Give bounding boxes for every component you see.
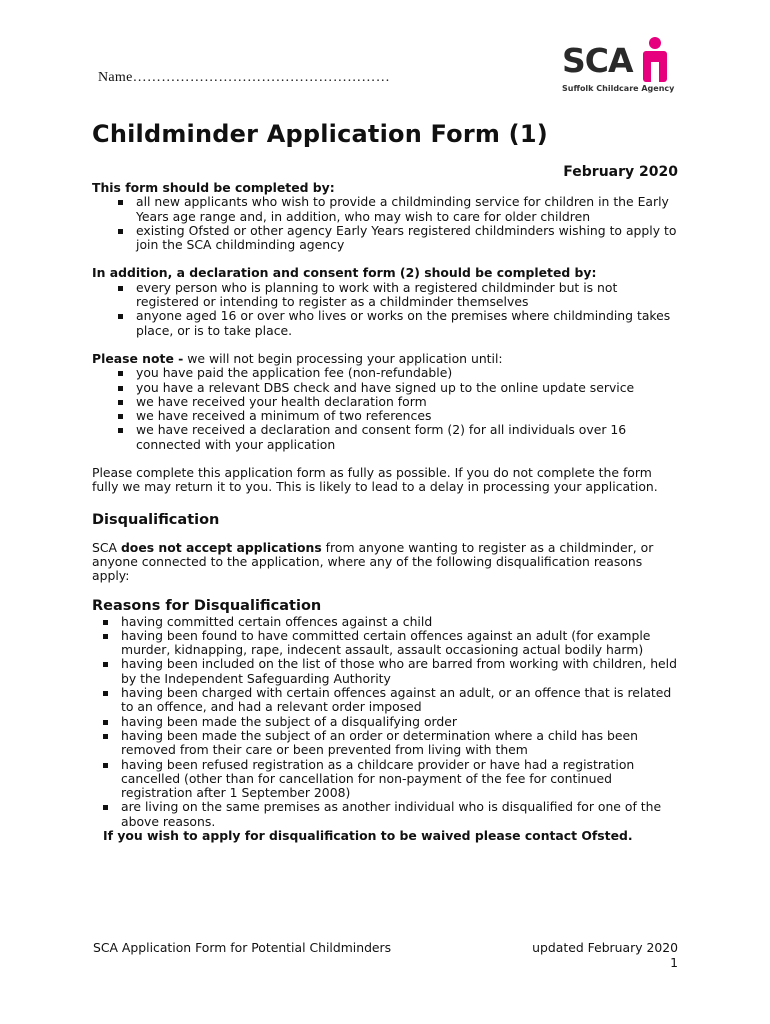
list-item: every person who is planning to work with a registered childminder but is not registered or intending to register as a childminder themselves [136, 281, 682, 310]
list-item: having been refused registration as a childcare provider or have had a registration cancelled (other than for cancellation for non-payment of the fee for continued registration after 1 September 2008) [121, 758, 682, 801]
list-item: all new applicants who wish to provide a childminding service for children in the Early Years age range and, in addition, who may wish to care for older children [136, 195, 682, 224]
please-note-label: Please note - [92, 350, 184, 366]
list-item: having been found to have committed certain offences against an adult (for example murder, kidnapping, rape, indecent assault, assault occasioning actual bodily harm) [121, 629, 682, 658]
logo-subtitle: Suffolk Childcare Agency [562, 84, 675, 93]
logo-text: SCA [562, 41, 633, 80]
please-note-paragraph [92, 352, 682, 366]
completed-by-heading: This form should be completed by: [92, 180, 335, 195]
list-item: anyone aged 16 or over who lives or works on the premises where childminding takes place, or is to take place. [136, 309, 682, 338]
list-item: we have received your health declaration form [136, 395, 682, 409]
sca-logo [562, 34, 674, 96]
disqualification-heading: Disqualification [92, 511, 220, 528]
disqualification-bold: does not accept applications [120, 539, 322, 555]
name-field-line: Name……………………………………………… [98, 70, 391, 85]
footer-updated: updated February 2020 [532, 940, 678, 955]
list-item: you have paid the application fee (non-refundable) [136, 366, 682, 380]
list-item: existing Ofsted or other agency Early Years registered childminders wishing to apply to join the SCA childminding agency [136, 224, 682, 253]
completed-by-list [92, 195, 682, 252]
footer-title: SCA Application Form for Potential Childminders [93, 940, 392, 955]
disqualification-text-start: SCA [92, 539, 121, 555]
child-figure-icon [638, 36, 672, 82]
page-title: Childminder Application Form (1) [92, 120, 548, 148]
declaration-heading: In addition, a declaration and consent form (2) should be completed by: [92, 265, 597, 281]
form-date: February 2020 [563, 164, 678, 180]
reasons-heading: Reasons for Disqualification [92, 597, 322, 614]
list-item: having been made the subject of an order or determination where a child has been removed from their care or been prevented from living with them [121, 729, 682, 758]
disqualification-paragraph [92, 541, 682, 584]
please-note-list [92, 366, 682, 452]
disqualification-text-end: from anyone wanting to register as a childminder, or anyone connected to the application, where any of the following disqualification reasons apply: [92, 539, 654, 584]
list-item: having been charged with certain offences against an adult, or an offence that is related to an offence, and had a relevant order imposed [121, 686, 682, 715]
please-note-text: we will not begin processing your application until: [183, 350, 503, 366]
reasons-list [92, 615, 682, 829]
list-item: are living on the same premises as another individual who is disqualified for one of the above reasons. [121, 800, 682, 829]
waiver-notice: If you wish to apply for disqualification to be waived please contact Ofsted. [103, 827, 633, 843]
form-body [92, 180, 682, 843]
page-number: 1 [670, 955, 678, 970]
list-item: you have a relevant DBS check and have signed up to the online update service [136, 381, 682, 395]
list-item: having committed certain offences against a child [121, 615, 682, 629]
list-item: having been included on the list of those who are barred from working with children, held by the Independent Safeguarding Authority [121, 657, 682, 686]
declaration-list [92, 281, 682, 338]
list-item: we have received a declaration and consent form (2) for all individuals over 16 connected with your application [136, 423, 682, 452]
footer-right [532, 940, 678, 970]
list-item: we have received a minimum of two references [136, 409, 682, 423]
list-item: having been made the subject of a disqualifying order [121, 715, 682, 729]
complete-form-paragraph: Please complete this application form as fully as possible. If you do not complete the form fully we may return it to you. This is likely to lead to a delay in processing your application. [92, 465, 658, 495]
